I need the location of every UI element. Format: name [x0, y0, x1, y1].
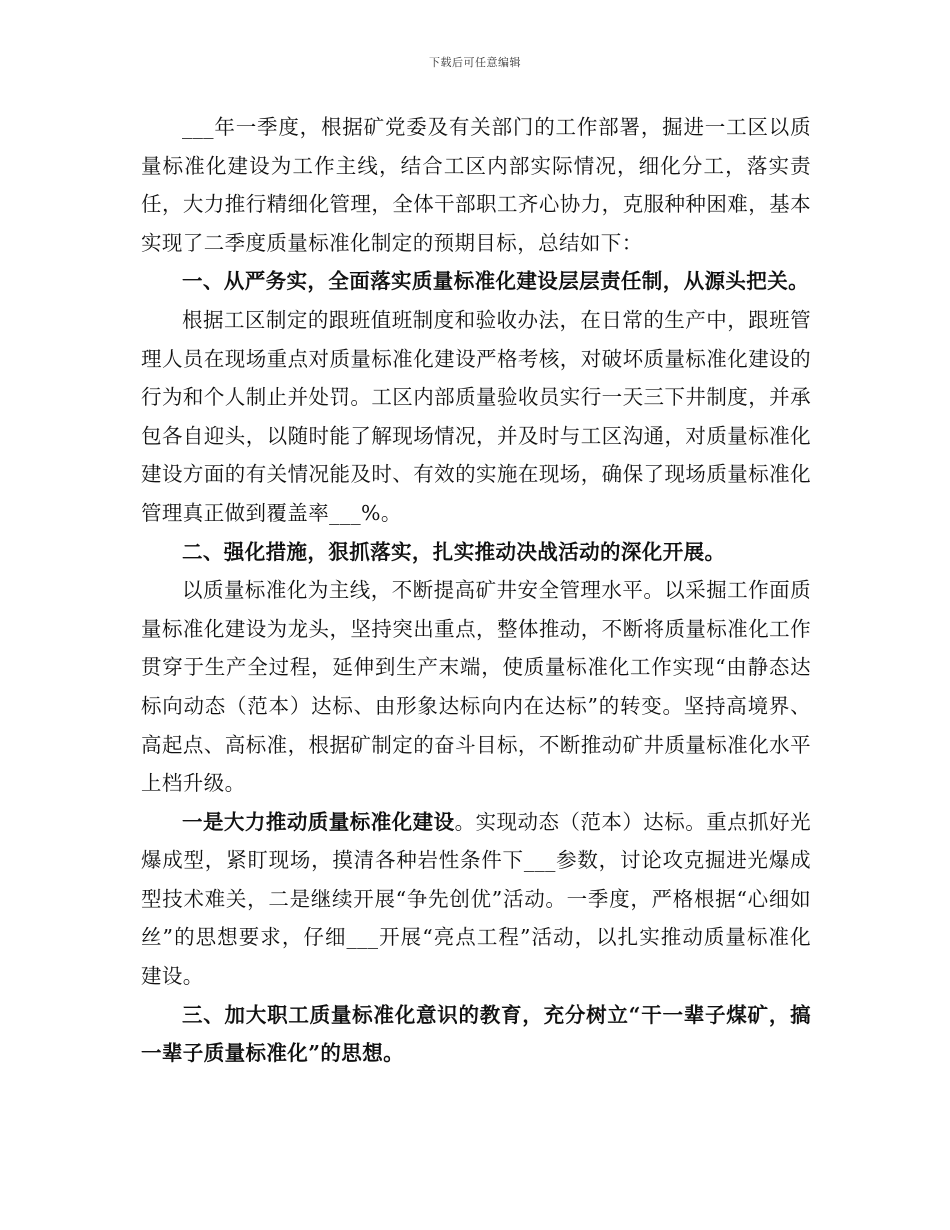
section-2-paragraph: 以质量标准化为主线，不断提高矿井安全管理水平。以采掘工作面质量标准化建设为龙头，坚持突出重点，整体推动，不断将质量标准化工作贯穿于生产全过程，延伸到生产末端，使质量标准化工作实现“由静态达标向动态（范本）达标、由形象达标向内在达标”的转变。坚持高境界、高起点、高标准，根据矿制定的奋斗目标，不断推动矿井质量标准化水平上档升级。 — [141, 578, 811, 796]
subpoint-text: 。实现动态（范本）达标。重点抓好光爆成型，紧盯现场，摸清各种岩性条件下___参数，讨论攻克掘进光爆成型技术难关，二是继续开展“争先创优”活动。一季度，严格根据“心细如丝”的思想要求，仔细___开展“亮点工程”活动，以扎实推动质量标准化建设。 — [141, 809, 811, 989]
section-2-subparagraph — [141, 803, 811, 996]
page-header: 下载后可任意编辑 — [429, 56, 521, 69]
intro-paragraph: ___年一季度，根据矿党委及有关部门的工作部署，掘进一工区以质量标准化建设为工作主线，结合工区内部实际情况，细化分工，落实责任，大力推行精细化管理，全体干部职工齐心协力，克服种种困难，基本实现了二季度质量标准化制定的预期目标，总结如下： — [141, 115, 811, 255]
section-heading-1: 一、从严务实，全面落实质量标准化建设层层责任制，从源头把关。 — [182, 269, 809, 294]
section-heading-3: 三、加大职工质量标准化意识的教育，充分树立“干一辈子煤矿，搞一辈子质量标准化”的思想。 — [141, 1002, 811, 1066]
section-heading-2: 二、强化措施，狠抓落实，扎实推动决战活动的深化开展。 — [182, 539, 726, 564]
document-body — [141, 108, 811, 1073]
section-1-paragraph: 根据工区制定的跟班值班制度和验收办法，在日常的生产中，跟班管理人员在现场重点对质量标准化建设严格考核，对破坏质量标准化建设的行为和个人制止并处罚。工区内部质量验收员实行一天三下井制度，并承包各自迎头，以随时能了解现场情况，并及时与工区沟通，对质量标准化建设方面的有关情况能及时、有效的实施在现场，确保了现场质量标准化管理真正做到覆盖率___%。 — [141, 307, 811, 525]
subpoint-lead: 一是大力推动质量标准化建设 — [182, 809, 455, 834]
